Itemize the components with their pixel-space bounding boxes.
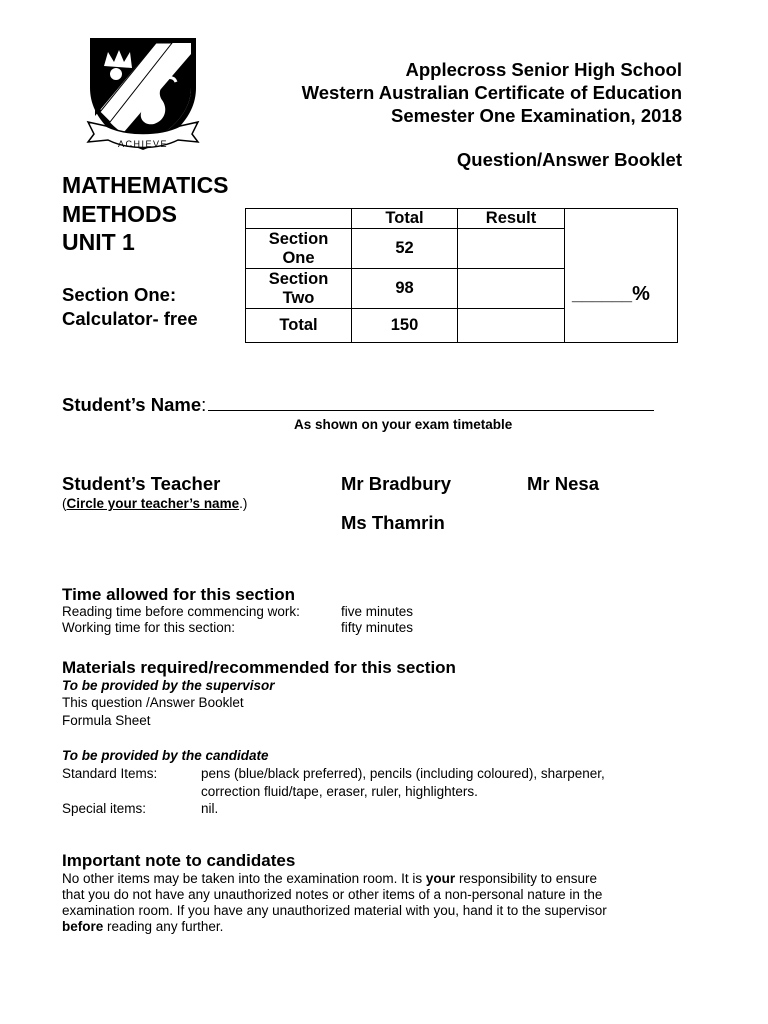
- subject-line-3: UNIT 1: [62, 229, 135, 255]
- teacher-label: Student’s Teacher: [62, 473, 221, 494]
- column-header-total: Total: [352, 209, 458, 229]
- row-result-section-two: [458, 269, 565, 309]
- section-heading: [62, 283, 198, 330]
- reading-time-value: five minutes: [341, 604, 414, 619]
- student-name-note: As shown on your exam timetable: [294, 417, 513, 432]
- percent-sign: %: [632, 282, 650, 305]
- note-emphasis-before: before: [62, 919, 104, 934]
- subject-line-1: MATHEMATICS: [62, 172, 229, 198]
- special-items-value: nil.: [201, 801, 219, 816]
- note-line-4-rest: reading any further.: [103, 919, 224, 934]
- student-name-label: Student’s Name: [62, 394, 202, 415]
- student-name-colon: :: [201, 394, 207, 415]
- exam-name: Semester One Examination, 2018: [391, 105, 682, 126]
- crest-motto: ACHIEVE: [117, 139, 169, 149]
- reading-time-label: Reading time before commencing work:: [62, 604, 300, 619]
- percent-blank: ______: [572, 283, 633, 304]
- exam-header: [302, 58, 682, 127]
- percent-cell: [565, 209, 678, 343]
- standard-items-line-2: correction fluid/tape, eraser, ruler, highlighters.: [201, 784, 478, 799]
- row-label-total: Total: [246, 309, 352, 343]
- note-line-1: [62, 871, 607, 887]
- teacher-note-close: .): [239, 496, 248, 511]
- special-items-label: Special items:: [62, 801, 147, 816]
- standard-items-line-1: pens (blue/black preferred), pencils (including coloured), sharpener,: [201, 766, 605, 781]
- teacher-option-nesa[interactable]: Mr Nesa: [527, 473, 599, 494]
- school-name: Applecross Senior High School: [405, 59, 682, 80]
- materials-heading: Materials required/recommended for this section: [62, 658, 456, 677]
- subject-title: [62, 171, 229, 257]
- note-emphasis-your: your: [425, 871, 456, 886]
- note-line-2: that you do not have any unauthorized notes or other items of a non-personal nature in the: [62, 887, 603, 902]
- standard-items-label: Standard Items:: [62, 766, 158, 781]
- working-time-value: fifty minutes: [341, 620, 414, 635]
- row-total-total: 150: [352, 309, 458, 343]
- row-label-section-two: Section Two: [246, 269, 352, 309]
- working-time-label: Working time for this section:: [62, 620, 236, 635]
- booklet-title: Question/Answer Booklet: [456, 149, 682, 170]
- note-line-4: [62, 919, 607, 935]
- row-total-section-two: 98: [352, 269, 458, 309]
- supervisor-item: This question /Answer Booklet: [62, 695, 244, 710]
- row-result-total: [458, 309, 565, 343]
- section-heading-line-1: Section One:: [62, 284, 177, 305]
- row-label-section-one: Section One: [246, 229, 352, 269]
- crest-svg: [86, 36, 200, 160]
- note-line-1-rest: responsibility to ensure: [455, 871, 598, 886]
- certificate-name: Western Australian Certificate of Education: [301, 82, 682, 103]
- teacher-note-open: (: [62, 496, 67, 511]
- score-table: [245, 208, 678, 343]
- column-header-result: Result: [458, 209, 565, 229]
- table-corner-cell: [246, 209, 352, 229]
- note-line-3: examination room. If you have any unauthorized material with you, hand it to the supervisor: [62, 903, 607, 918]
- teacher-option-bradbury[interactable]: Mr Bradbury: [341, 473, 451, 494]
- school-crest-logo: [86, 36, 200, 160]
- candidate-heading: To be provided by the candidate: [62, 748, 269, 763]
- teacher-instruction: [62, 496, 247, 511]
- section-heading-line-2: Calculator- free: [62, 307, 198, 329]
- time-heading: Time allowed for this section: [62, 585, 296, 604]
- supervisor-heading: To be provided by the supervisor: [62, 678, 275, 693]
- subject-line-2: METHODS: [62, 200, 177, 227]
- supervisor-item: Formula Sheet: [62, 713, 151, 728]
- student-name-field[interactable]: [208, 394, 654, 411]
- note-line-1-text: No other items may be taken into the examination room. It is: [62, 871, 426, 886]
- row-total-section-one: 52: [352, 229, 458, 269]
- note-paragraph: [62, 871, 607, 935]
- teacher-note-emphasis: Circle your teacher’s name: [66, 496, 240, 511]
- student-name-row: [62, 394, 654, 416]
- row-result-section-one: [458, 229, 565, 269]
- teacher-option-thamrin[interactable]: Ms Thamrin: [341, 512, 445, 533]
- note-heading: Important note to candidates: [62, 851, 296, 870]
